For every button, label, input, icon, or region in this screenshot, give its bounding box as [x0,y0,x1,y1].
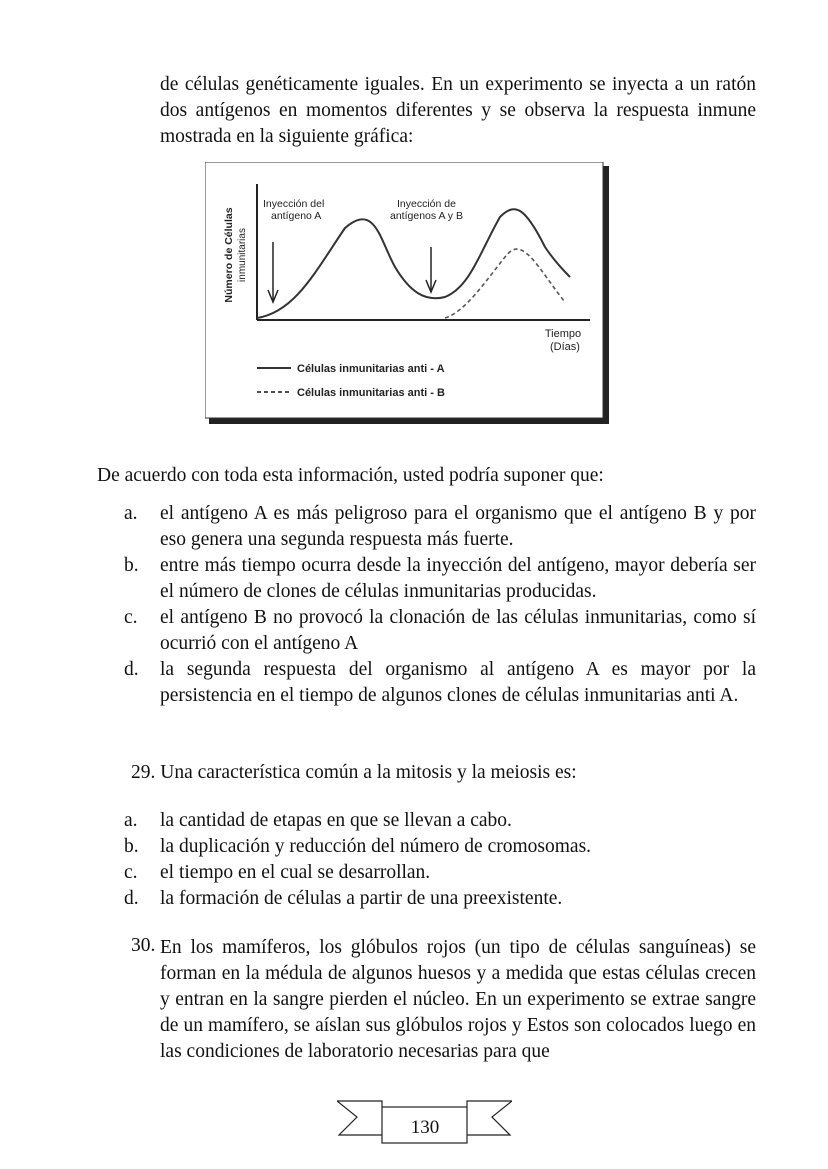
q28-option-b [124,553,756,605]
option-text: la formación de células a partir de una preexistente. [160,888,563,909]
intro-paragraph: de células genéticamente iguales. En un experimento se inyecta a un ratón dos antígenos en momentos diferentes y se observa la respuesta inmune mostrada en la siguiente gráfica: [160,74,756,147]
option-letter: b. [124,836,139,857]
q29-options [124,808,756,912]
y-axis-label-line2: inmunitarias [237,228,248,282]
q28-option-a [124,501,756,553]
annotation-1-line2: antígeno A [271,210,322,222]
q29-option-a [124,808,756,834]
option-text: el tiempo en el cual se desarrollan. [160,862,431,883]
option-letter: d. [124,659,139,680]
page-number: 130 [410,1117,440,1138]
option-letter: c. [124,607,138,628]
option-letter: d. [124,888,139,909]
q29-stem: 29. Una característica común a la mitosis y la meiosis es: [131,762,577,783]
q28-options [124,501,756,709]
option-text: la duplicación y reducción del número de cromosomas. [160,836,592,857]
annotation-2-line1: Inyección de [397,198,456,210]
page-number-ribbon [337,1093,512,1148]
option-text: el antígeno A es más peligroso para el organismo que el antígeno B y por eso genera una segunda respuesta más fuerte. [160,503,756,550]
option-letter: b. [124,555,139,576]
q28-option-c [124,605,756,657]
q29-option-d [124,886,756,912]
lead-sentence: De acuerdo con toda esta información, usted podría suponer que: [97,465,604,486]
option-letter: c. [124,862,138,883]
option-letter: a. [124,810,138,831]
q30 [131,935,756,1065]
legend-label-anti-b: Células inmunitarias anti - B [297,387,445,399]
immune-response-chart [205,162,610,426]
option-text: el antígeno B no provocó la clonación de las células inmunitarias, como sí ocurrió con el antígeno A [160,607,756,654]
option-text: la segunda respuesta del organismo al antígeno A es mayor por la persistencia en el tiempo de algunos clones de células inmunitarias anti A. [160,659,756,706]
option-letter: a. [124,503,138,524]
q30-number: 30. [131,935,156,956]
y-axis-label-line1: Número de Células [223,207,235,303]
annotation-1-line1: Inyección del [263,198,325,210]
q29-option-c [124,860,756,886]
x-axis-label-line2: (Días) [550,341,580,353]
x-axis-label-line1: Tiempo [544,328,582,340]
q28-option-d [124,657,756,709]
option-text: entre más tiempo ocurra desde la inyección del antígeno, mayor debería ser el número de clones de células inmunitarias producidas. [160,555,756,602]
q30-text: En los mamíferos, los glóbulos rojos (un tipo de células sanguíneas) se forman en la médula de algunos huesos y a medida que estas células crecen y entran en la sangre pierden el núcleo. En un experimento se extrae sangre de un mamífero, se aíslan sus glóbulos rojos y Estos son colocados luego en las condiciones de laboratorio necesarias para que [160,937,756,1062]
legend-label-anti-a: Células inmunitarias anti - A [297,363,445,375]
annotation-2-line2: antígenos A y B [390,210,463,222]
q29-option-b [124,834,756,860]
option-text: la cantidad de etapas en que se llevan a cabo. [160,810,512,831]
